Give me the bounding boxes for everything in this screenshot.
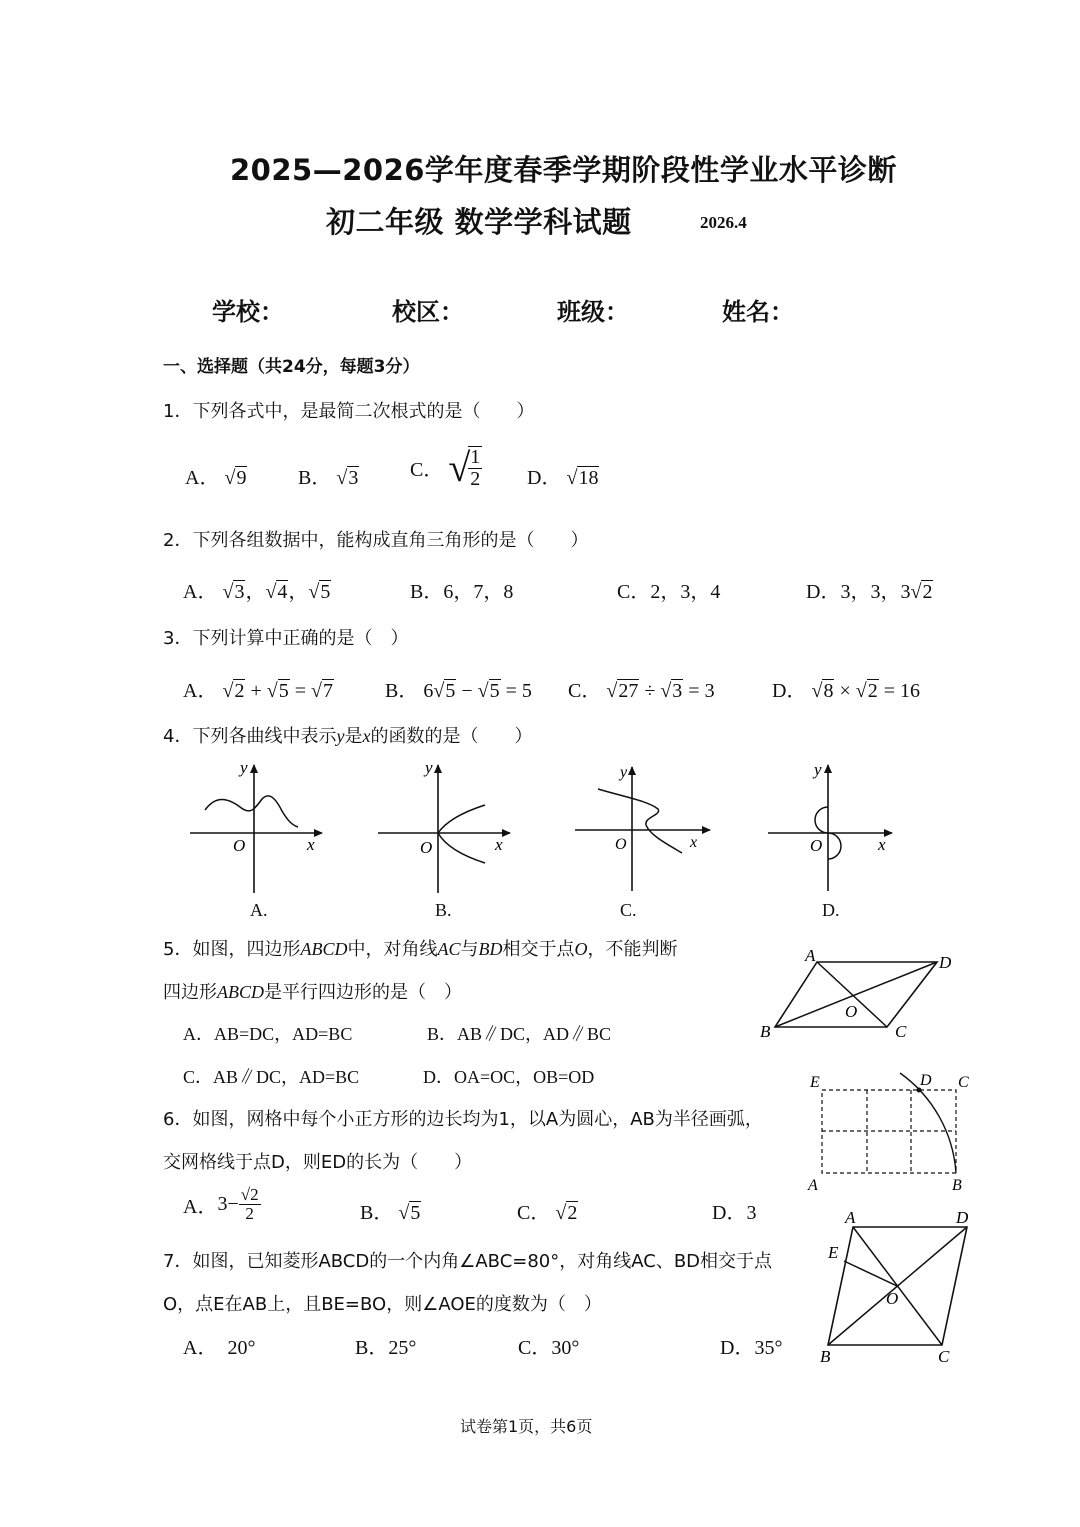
question-5-stem-line-2: 四边形ABCD是平行四边形的是（ ）: [163, 982, 462, 1003]
graph-a-caption: A.: [250, 900, 268, 920]
graph-b-caption: B.: [435, 900, 452, 920]
fig6-label-d: D: [920, 1072, 932, 1089]
fig5-label-c: C: [895, 1022, 907, 1041]
exam-date: 2026.4: [700, 213, 747, 232]
question-3-option-a: A． √2 + √5 = √7: [183, 680, 333, 702]
graph-c-y-label: y: [620, 764, 628, 781]
fig5-label-o: O: [845, 1002, 858, 1021]
fig5-label-d: D: [939, 953, 952, 972]
fig6-label-c: C: [958, 1074, 969, 1091]
graph-a: [190, 758, 322, 893]
fig6-label-e: E: [810, 1074, 820, 1091]
question-2-option-c: C．2，3，4: [617, 581, 721, 603]
graph-d: [768, 760, 892, 891]
question-7-option-c: C．30°: [518, 1337, 580, 1359]
question-7-stem-line-2: O，点E在AB上，且BE=BO，则∠AOE的度数为（ ）: [163, 1294, 602, 1315]
question-1-option-d: D． √18: [527, 467, 599, 489]
fig7-label-e: E: [828, 1243, 839, 1262]
fig7-label-a: A: [845, 1208, 856, 1227]
question-5-figure: [755, 945, 965, 1045]
question-3-option-b: B． 6√5 − √5 = 5: [385, 680, 532, 702]
graph-b: [378, 758, 510, 893]
question-4-stem: 4．下列各曲线中表示y是x的函数的是（ ）: [163, 726, 533, 747]
question-1-stem: 1．下列各式中，是最简二次根式的是（ ）: [163, 401, 535, 422]
question-6-option-b: B． √5: [360, 1202, 421, 1224]
graph-b-x-label: x: [495, 835, 503, 854]
name-field-label: 姓名：: [722, 298, 794, 326]
graph-d-caption: D.: [822, 900, 840, 920]
question-6-stem-line-1: 6．如图，网格中每个小正方形的边长均为1，以A为圆心，AB为半径画弧，: [163, 1109, 763, 1130]
graph-d-y-label: y: [814, 760, 822, 779]
question-2-option-a: A． √3，√4，√5: [183, 581, 331, 603]
question-7-option-a: A． 20°: [183, 1337, 256, 1359]
fig7-label-b: B: [820, 1347, 831, 1365]
fig6-label-b: B: [952, 1177, 962, 1194]
question-5-option-b: B．AB∥DC，AD∥BC: [427, 1024, 612, 1044]
question-2-stem: 2．下列各组数据中，能构成直角三角形的是（ ）: [163, 530, 589, 551]
exam-title: 2025—2026学年度春季学期阶段性学业水平诊断: [230, 153, 897, 187]
graph-a-y-label: y: [240, 758, 248, 777]
graph-a-origin-label: O: [233, 836, 246, 855]
question-6-option-c: C． √2: [517, 1202, 578, 1224]
question-6-option-d: D．3: [712, 1202, 757, 1224]
question-5-option-d: D．OA=OC，OB=OD: [423, 1067, 595, 1087]
question-2-option-b: B．6，7，8: [410, 581, 514, 603]
page-footer: 试卷第1页，共6页: [460, 1417, 593, 1436]
question-6-stem-line-2: 交网格线于点D，则ED的长为（ ）: [163, 1152, 473, 1173]
question-7-figure: [810, 1205, 980, 1365]
question-5-stem-line-1: 5．如图，四边形ABCD中，对角线AC与BD相交于点O，不能判断: [163, 939, 678, 960]
fig7-label-d: D: [956, 1208, 969, 1227]
question-6-figure: [800, 1065, 980, 1200]
school-field-label: 学校：: [212, 298, 284, 326]
question-1-option-c: C． √ $\frac{1}{2}$: [410, 445, 481, 490]
fig7-label-o: O: [886, 1289, 899, 1308]
question-2-option-d: D．3，3，3√2: [806, 581, 933, 603]
question-6-option-a: A．3− $\frac{√2}{2}$: [183, 1185, 259, 1223]
class-field-label: 班级：: [557, 298, 629, 326]
graph-b-y-label: y: [425, 758, 433, 777]
fig5-label-b: B: [760, 1022, 771, 1041]
graph-d-x-label: x: [878, 835, 886, 854]
question-1-option-a: A． √9: [185, 467, 247, 489]
question-3-option-c: C． √27 ÷ √3 = 3: [568, 680, 715, 702]
question-7-option-d: D．35°: [720, 1337, 783, 1359]
question-5-option-a: A．AB=DC，AD=BC: [183, 1024, 353, 1044]
question-3-stem: 3．下列计算中正确的是（ ）: [163, 628, 409, 649]
question-7-stem-line-1: 7．如图，已知菱形ABCD的一个内角∠ABC=80°，对角线AC、BD相交于点: [163, 1251, 773, 1272]
graph-c-origin-label: O: [615, 836, 627, 853]
question-3-option-d: D． √8 × √2 = 16: [772, 680, 920, 702]
question-7-option-b: B．25°: [355, 1337, 417, 1359]
fig5-label-a: A: [805, 946, 816, 965]
fig7-label-c: C: [938, 1347, 950, 1365]
graph-a-x-label: x: [307, 835, 315, 854]
graph-c-x-label: x: [690, 834, 698, 851]
graph-b-origin-label: O: [420, 838, 433, 857]
question-1-option-b: B． √3: [298, 467, 359, 489]
graph-c: [575, 764, 710, 891]
graph-d-origin-label: O: [810, 836, 823, 855]
fig6-label-a: A: [808, 1177, 818, 1194]
question-5-option-c: C．AB∥DC，AD=BC: [183, 1067, 360, 1087]
exam-subtitle: 初二年级 数学学科试题: [326, 205, 632, 239]
graph-c-caption: C.: [620, 900, 637, 920]
section-heading: 一、选择题（共24分，每题3分）: [163, 357, 420, 377]
campus-field-label: 校区：: [392, 298, 464, 326]
